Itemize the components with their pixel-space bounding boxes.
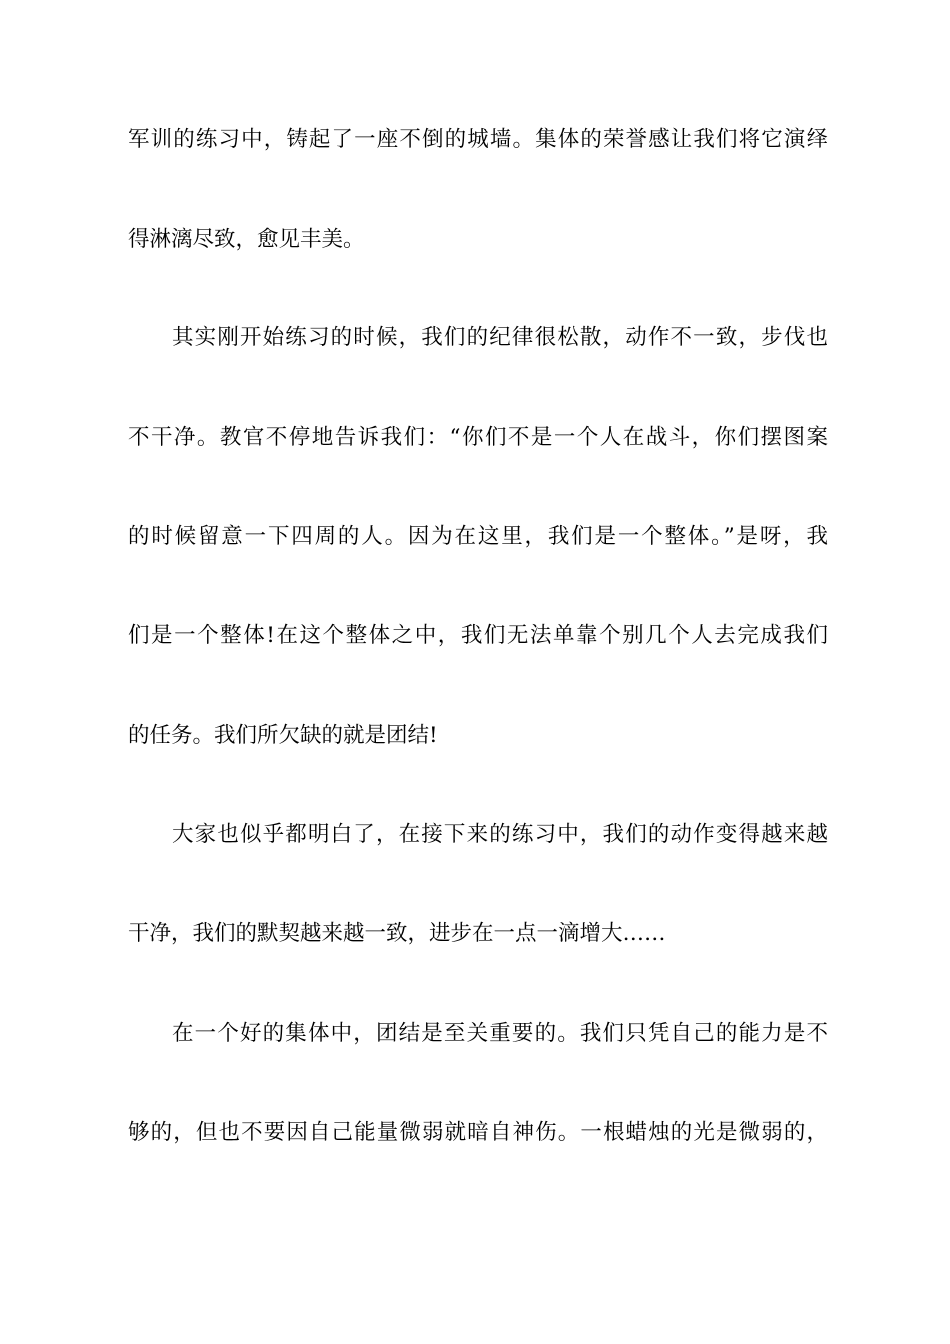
paragraph-line: 在一个好的集体中，团结是至关重要的。我们只凭自己的能力是不: [172, 1021, 828, 1046]
paragraph-line: 干净，我们的默契越来越一致，进步在一点一滴增大……: [128, 921, 666, 946]
paragraph-line: 们是一个整体!在这个整体之中，我们无法单靠个别几个人去完成我们: [128, 623, 828, 648]
paragraph-line: 不干净。教官不停地告诉我们：“你们不是一个人在战斗，你们摆图案: [128, 425, 828, 450]
paragraph-line: 军训的练习中，铸起了一座不倒的城墙。集体的荣誉感让我们将它演绎: [128, 127, 828, 152]
paragraph-line: 其实刚开始练习的时候，我们的纪律很松散，动作不一致，步伐也: [172, 325, 828, 350]
paragraph-line: 的时候留意一下四周的人。因为在这里，我们是一个整体。”是呀，我: [128, 524, 828, 549]
paragraph-line: 大家也似乎都明白了，在接下来的练习中，我们的动作变得越来越: [172, 822, 828, 847]
paragraph-line: 得淋漓尽致，愈见丰美。: [128, 227, 365, 252]
paragraph-line: 够的，但也不要因自己能量微弱就暗自神伤。一根蜡烛的光是微弱的，: [128, 1120, 828, 1145]
paragraph-line: 的任务。我们所欠缺的就是团结!: [128, 723, 438, 748]
